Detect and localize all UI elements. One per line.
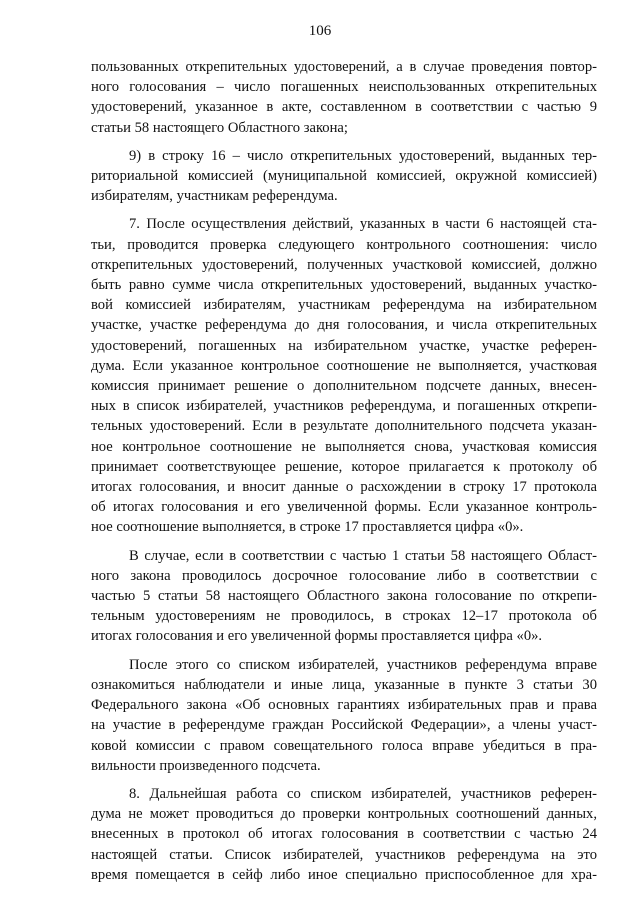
text-line: на участие в референдуме граждан Российской Федерации», а члены участ- — [91, 717, 597, 734]
text-line: риториальной комиссией (муниципальной комиссией, окружной комиссией) — [91, 168, 597, 185]
text-line: После этого со списком избирателей, участников референдума вправе — [129, 656, 597, 673]
text-line: тьи, проводится проверка следующего контрольного соотношения: число — [91, 236, 597, 253]
text-line: итогах голосования, и вносит данные о расхождении в строку 17 протокола — [91, 479, 597, 496]
text-line: принимает соответствующее решение, которое прилагается к протоколу об — [91, 458, 597, 475]
text-line: статьи 58 настоящего Областного закона; — [91, 119, 348, 136]
text-line: дума. Если указанное контрольное соотношение не выполняется, участковая — [91, 357, 597, 374]
text-line: тельных удостоверений. Если в результате дополнительного подсчета указан- — [91, 418, 597, 435]
text-line: участке, участке референдума до дня голосования, и числа открепительных — [91, 317, 597, 334]
text-line: 9) в строку 16 – число открепительных удостоверений, выданных тер- — [129, 147, 597, 164]
text-line: время помещается в сейф либо иное специально приспособленное для хра- — [91, 866, 597, 883]
text-line: настоящей статьи. Список избирателей, участников референдума на это — [91, 846, 597, 863]
text-line: ного голосования – число погашенных неиспользованных открепительных — [91, 79, 597, 96]
text-line: удостоверений, погашенных на избирательном участке, участке референ- — [91, 337, 597, 354]
paragraph — [91, 146, 597, 207]
text-line: ковой комиссии с правом совещательного голоса вправе убедиться в пра- — [91, 737, 597, 754]
paragraph — [91, 655, 597, 776]
text-line: быть равно сумме числа открепительных удостоверений, выданных участко- — [91, 277, 597, 294]
text-line: вильности произведенного подсчета. — [91, 757, 321, 774]
document-body — [91, 57, 597, 885]
text-line: об итогах голосования и его увеличенной формы. Если указанное контроль- — [91, 499, 597, 516]
text-line: внесенных в протокол об итогах голосования в соответствии с частью 24 — [91, 826, 597, 843]
text-line: частью 5 статьи 58 настоящего Областного закона голосование по открепи- — [91, 588, 597, 605]
text-line: ное контрольное соотношение не выполняется снова, участковая комиссия — [91, 438, 597, 455]
text-line: 8. Дальнейшая работа со списком избирателей, участников референ- — [129, 785, 597, 802]
text-line: ное соотношение выполняется, в строке 17 проставляется цифра «0». — [91, 519, 524, 536]
text-line: В случае, если в соответствии с частью 1 статьи 58 настоящего Област- — [129, 547, 597, 564]
text-line: Федерального закона «Об основных гарантиях избирательных прав и права — [91, 697, 597, 714]
page-number: 106 — [308, 23, 332, 39]
paragraph — [91, 784, 597, 885]
text-line: тельным удостоверениям не проводилось, в строках 12–17 протокола об — [91, 608, 597, 625]
text-line: пользованных открепительных удостоверений, а в случае проведения повтор- — [91, 59, 597, 75]
paragraph — [91, 546, 597, 647]
text-line: итогах голосования и его увеличенной формы проставляется цифра «0». — [91, 628, 543, 645]
text-line: ных в список избирателей, участников референдума, и погашенных открепи- — [91, 398, 597, 415]
text-line: избирателям, участникам референдума. — [91, 188, 338, 205]
text-line: вой комиссией избирателям, участникам референдума на избирательном — [91, 297, 597, 314]
text-line: дума не может проводиться до проверки контрольных соотношений данных, — [91, 806, 597, 823]
text-line: ного закона проводилось досрочное голосование либо в соответствии с — [91, 567, 597, 584]
text-line: удостоверений, указанное в акте, составленном в соответствии с частью 9 — [91, 99, 597, 116]
text-line: открепительных удостоверений, полученных участковой комиссией, должно — [91, 256, 597, 273]
paragraph — [91, 57, 597, 138]
text-line: комиссия принимает решение о дополнительном подсчете данных, внесен- — [91, 378, 597, 395]
text-line: ознакомиться наблюдатели и иные лица, указанные в пункте 3 статьи 30 — [91, 676, 597, 693]
text-line: 7. После осуществления действий, указанных в части 6 настоящей ста- — [129, 216, 597, 233]
paragraph — [91, 214, 597, 537]
